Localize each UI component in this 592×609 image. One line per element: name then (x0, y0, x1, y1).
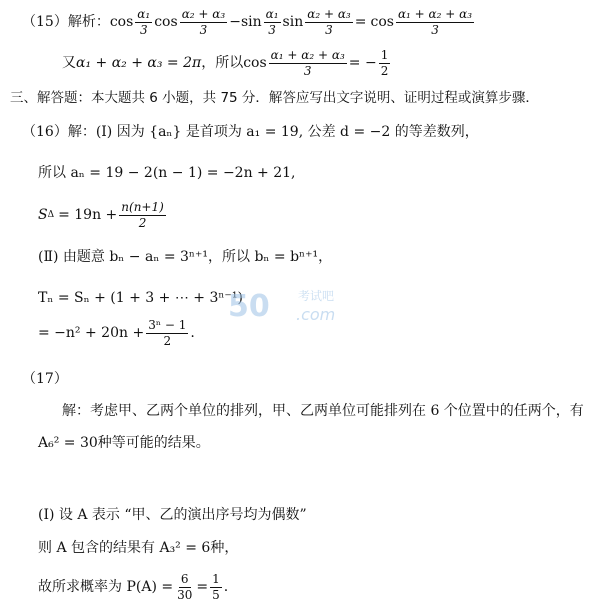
q16-line-6 (38, 313, 195, 353)
fraction: $\frac{\text{α₁ + α₂ + α₃}}{3}$ (397, 6, 473, 37)
q17-line-5 (38, 567, 228, 607)
sin-text: sin (282, 14, 304, 30)
watermark-domain: .com (296, 305, 336, 324)
q15-line-1 (22, 4, 476, 40)
q15-line2-prefix: 又 (62, 55, 76, 71)
cos-text: cos (243, 55, 267, 71)
watermark-text: 考试吧 (298, 289, 335, 303)
equals-sign: = (196, 579, 209, 595)
fraction: $\frac{1}{5}$ (212, 571, 220, 602)
fraction: $\frac{1}{2}$ (380, 47, 389, 78)
cos-text: cos (109, 14, 134, 30)
cos-text: cos (154, 14, 178, 30)
fraction: $\frac{6}{30}$ (177, 571, 193, 602)
q16-line-4: (Ⅱ) 由题意 bₙ − aₙ = 3ⁿ⁺¹，所以 bₙ = bⁿ⁺¹， (38, 249, 333, 265)
q17-line-2: A₆² = 30种等可能的结果。 (38, 435, 210, 451)
cos-text: cos (370, 14, 394, 30)
q16-line-1: （16）解：(Ⅰ) 因为 {aₙ} 是首项为 a₁ = 19, 公差 d = −2 的等差数列， (22, 124, 479, 140)
period: . (223, 579, 229, 595)
q15-line2-sum: α₁ + α₂ + α₃ = 2π (76, 55, 202, 71)
equals-sign: = (354, 14, 367, 30)
period: . (190, 325, 195, 341)
s-symbol: S (38, 207, 48, 223)
section-header: 三、解答题：本大题共 6 小题，共 75 分．解答应写出文字说明、证明过程或演算步骤． (10, 90, 539, 107)
q15-line2-mid: ，所以 (201, 55, 244, 71)
q17-line-4: 则 A 包含的结果有 A₃² = 6种， (38, 540, 239, 556)
q16-line6-prefix: = −n² + 20n + (38, 325, 145, 341)
fraction: $\frac{n(n+1)}{2}$ (121, 199, 164, 230)
sin-text: sin (240, 14, 262, 30)
fraction: $\frac{\text{α₂ + α₃}}{3}$ (307, 6, 351, 37)
q17-line5-prefix: 故所求概率为 P(A) = (38, 579, 174, 595)
q15-line-2 (62, 44, 392, 82)
q16-line3-mid: = 19n + (58, 207, 118, 223)
fraction: $\frac{\text{α₁}}{3}$ (137, 6, 151, 37)
q16-line-5: Tₙ = Sₙ + (1 + 3 + ⋯ + 3ⁿ⁻¹) (38, 290, 243, 306)
fraction: $\frac{\text{3ⁿ − 1}}{2}$ (148, 317, 187, 348)
negative-equals: = − (348, 55, 377, 71)
q17-line-1: 解：考虑甲、乙两个单位的排列，甲、乙两单位可能排列在 6 个位置中的任两个，有 (62, 403, 584, 419)
watermark-number: 50 (228, 289, 270, 324)
fraction: $\frac{\text{α₁}}{3}$ (265, 6, 279, 37)
minus-sign: − (229, 14, 241, 30)
q15-label: （15）解析： (22, 14, 110, 30)
q17-label: （17） (22, 371, 68, 387)
fraction: $\frac{\text{α₂ + α₃}}{3}$ (181, 6, 226, 37)
q16-line-3: S Δ = 19n + $\frac{n(n+1)}{2}$ (38, 199, 164, 230)
q17-line-3: (Ⅰ) 设 A 表示 “甲、乙的演出序号均为偶数” (38, 507, 307, 523)
fraction: $\frac{\text{α₁ + α₂ + α₃}}{3}$ (270, 47, 345, 78)
q16-line-2: 所以 aₙ = 19 − 2(n − 1) = −2n + 21, (38, 165, 296, 181)
watermark-logo (226, 282, 366, 328)
